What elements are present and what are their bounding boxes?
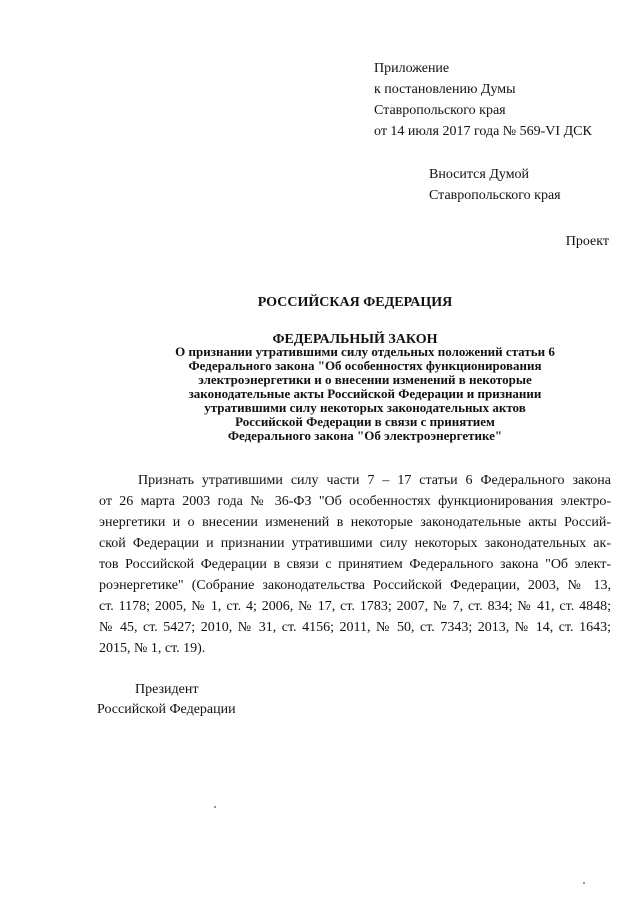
appendix-line: к постановлению Думы <box>374 82 516 97</box>
body-line: от 26 марта 2003 года № 36-ФЗ "Об особенностях функционирования электро- <box>99 494 611 509</box>
body-line: энергетики и о внесении изменений в некоторые законодательные акты Россий- <box>99 515 611 530</box>
signature-title: Президент <box>135 682 199 697</box>
submitted-by-block <box>429 164 629 206</box>
law-title-line: утратившими силу некоторых законодательных актов <box>204 400 526 415</box>
signature-block <box>97 680 277 720</box>
body-line: Признать утратившими силу части 7 – 17 статьи 6 Федерального закона <box>138 473 611 488</box>
submitted-by-line: Вносится Думой <box>429 167 530 182</box>
scan-dot <box>214 806 216 808</box>
body-line: 2015, № 1, ст. 19). <box>99 641 206 656</box>
body-line: № 45, ст. 5427; 2010, № 31, ст. 4156; 2011, № 50, ст. 7343; 2013, № 14, ст. 1643; <box>99 620 611 635</box>
law-title-line: законодательные акты Российской Федерации и признании <box>188 386 542 401</box>
law-title-line: Федерального закона "Об особенностях функционирования <box>188 358 542 373</box>
body-line: тов Российской Федерации в связи с принятием Федерального закона "Об элект- <box>99 557 611 572</box>
appendix-block <box>374 58 629 142</box>
body-line: ст. 1178; 2005, № 1, ст. 4; 2006, № 17, ст. 1783; 2007, № 7, ст. 834; № 41, ст. 4848; <box>99 599 611 614</box>
project-label: Проект <box>565 234 609 249</box>
law-title-line: О признании утратившими силу отдельных положений статьи 6 <box>175 344 555 359</box>
signature-organization: Российской Федерации <box>97 702 236 717</box>
law-title-line: электроэнергетики и о внесении изменений в некоторые <box>198 372 532 387</box>
law-title <box>120 345 610 443</box>
body-line: ской Федерации и признании утратившими силу некоторых законодательных ак- <box>99 536 611 551</box>
law-heading: ФЕДЕРАЛЬНЫЙ ЗАКОН <box>272 331 438 347</box>
law-title-line: Федерального закона "Об электроэнергетике" <box>227 428 503 443</box>
federation-heading: РОССИЙСКАЯ ФЕДЕРАЦИЯ <box>257 295 453 311</box>
appendix-line: Ставропольского края <box>374 103 506 118</box>
appendix-line: Приложение <box>374 61 450 76</box>
scan-dot <box>583 882 585 884</box>
submitted-by-line: Ставропольского края <box>429 188 561 203</box>
appendix-line: от 14 июля 2017 года № 569-VI ДСК <box>374 124 592 139</box>
law-body <box>99 470 611 659</box>
body-line: роэнергетике" (Собрание законодательства Российской Федерации, 2003, № 13, <box>99 578 611 593</box>
law-title-line: Российской Федерации в связи с принятием <box>235 414 495 429</box>
